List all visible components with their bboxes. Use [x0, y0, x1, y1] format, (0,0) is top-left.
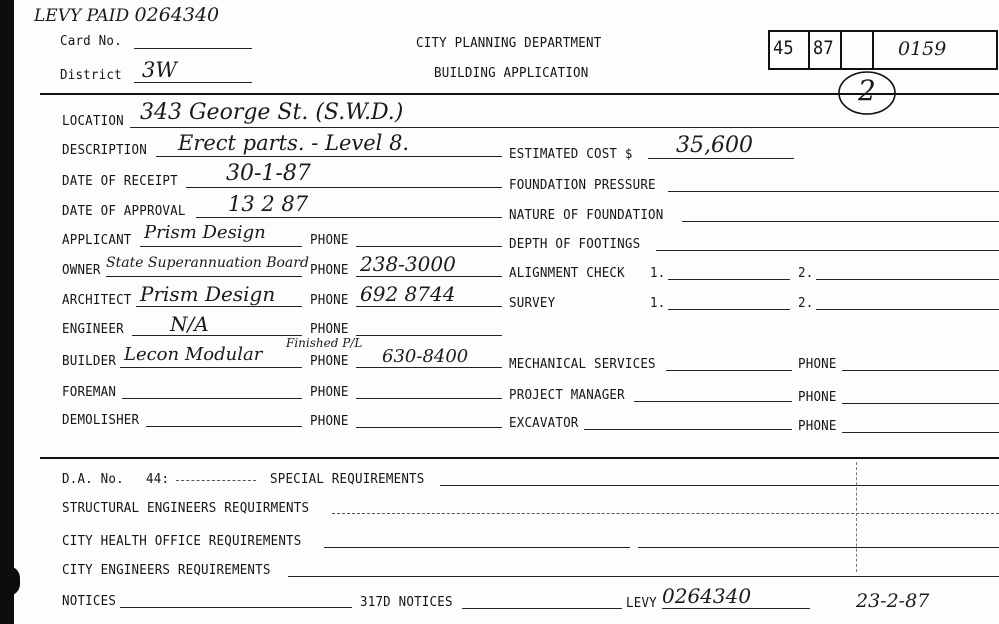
architect-line [136, 306, 302, 307]
footer-levy-line [662, 608, 810, 609]
builder-phone-line [356, 367, 502, 368]
engineer-phone-label: PHONE [310, 320, 349, 337]
survey-1-line [668, 309, 790, 310]
project-manager-line [634, 401, 792, 402]
footer-levy-value: 0264340 [662, 584, 752, 608]
nature-foundation-line [682, 221, 999, 222]
engineer-phone-line [356, 335, 502, 336]
description-line [156, 156, 502, 157]
depth-footings-line [656, 250, 999, 251]
notices-label: NOTICES [62, 592, 117, 609]
estimated-cost-value: 35,600 [676, 133, 753, 158]
approval-line [196, 217, 502, 218]
footer-levy-label: LEVY [626, 594, 657, 611]
card-edge-notch [0, 566, 20, 596]
middle-rule [40, 457, 999, 459]
alignment-1-label: 1. [650, 264, 666, 281]
da-no-value: 44: [146, 470, 170, 487]
builder-value: Lecon Modular [124, 344, 263, 365]
foundation-pressure-label: FOUNDATION PRESSURE [509, 176, 656, 193]
date-of-approval-label: DATE OF APPROVAL [62, 202, 186, 219]
engineer-label: ENGINEER [62, 320, 124, 337]
date-of-receipt-value: 30-1-87 [226, 161, 311, 186]
owner-value: State Superannuation Board [106, 255, 309, 271]
date-of-receipt-label: DATE OF RECEIPT [62, 172, 178, 189]
mechanical-phone-line [842, 370, 999, 371]
applicant-value: Prism Design [144, 222, 266, 243]
survey-1-label: 1. [650, 294, 666, 311]
footer-date: 23-2-87 [856, 590, 930, 612]
receipt-line [186, 187, 502, 188]
alignment-1-line [668, 279, 790, 280]
demolisher-phone-label: PHONE [310, 412, 349, 429]
date-of-approval-value: 13 2 87 [228, 192, 309, 216]
district-value: 3W [142, 58, 177, 82]
card-left-edge [0, 0, 14, 624]
structural-requirements-label: STRUCTURAL ENGINEERS REQUIRMENTS [62, 499, 310, 516]
special-requirements-line [440, 485, 999, 486]
demolisher-phone-line [356, 427, 502, 428]
engineer-value: N/A [170, 312, 209, 336]
structural-requirements-line [332, 513, 999, 514]
alignment-2-label: 2. [798, 264, 814, 281]
da-no-dots [176, 480, 256, 481]
notices-317d-label: 317D NOTICES [360, 593, 453, 610]
health-office-line-2 [638, 547, 999, 548]
levy-paid-label: LEVY PAID [34, 6, 130, 26]
special-requirements-label: SPECIAL REQUIREMENTS [270, 470, 425, 487]
description-value: Erect parts. - Level 8. [178, 131, 410, 155]
foreman-phone-line [356, 398, 502, 399]
applicant-line [140, 246, 302, 247]
location-line [130, 127, 999, 128]
excavator-label: EXCAVATOR [509, 414, 579, 431]
architect-label: ARCHITECT [62, 291, 132, 308]
district-label: District [60, 66, 122, 83]
district-line [134, 82, 252, 83]
form-title: BUILDING APPLICATION [434, 64, 589, 81]
builder-label: BUILDER [62, 352, 117, 369]
notices-317d-line [462, 608, 622, 609]
card-no-label: Card No. [60, 32, 122, 49]
margin-dashed-mark [856, 462, 857, 572]
ref-divider-1 [808, 30, 810, 70]
foreman-line [122, 398, 302, 399]
owner-phone-line [356, 276, 502, 277]
health-office-line-1 [324, 547, 630, 548]
architect-phone-line [356, 306, 502, 307]
project-manager-phone-label: PHONE [798, 388, 837, 405]
applicant-label: APPLICANT [62, 231, 132, 248]
applicant-phone-label: PHONE [310, 231, 349, 248]
location-value: 343 George St. (S.W.D.) [140, 100, 404, 125]
ref-divider-2 [840, 30, 842, 70]
ref-prefix: 45 [773, 38, 794, 60]
cost-line [648, 158, 794, 159]
demolisher-label: DEMOLISHER [62, 411, 140, 428]
owner-phone-label: PHONE [310, 261, 349, 278]
da-no-label: D.A. No. [62, 470, 124, 487]
card-no-line [134, 48, 252, 49]
mechanical-services-label: MECHANICAL SERVICES [509, 355, 656, 372]
builder-phone-value: 630-8400 [382, 346, 469, 367]
reference-box [768, 30, 998, 70]
builder-phone-label: PHONE [310, 352, 349, 369]
notices-line [120, 607, 352, 608]
architect-phone-label: PHONE [310, 291, 349, 308]
description-label: DESCRIPTION [62, 141, 147, 158]
engineer-line [132, 335, 302, 336]
city-engineers-requirements-label: CITY ENGINEERS REQUIREMENTS [62, 561, 271, 578]
nature-of-foundation-label: NATURE OF FOUNDATION [509, 206, 664, 223]
health-office-requirements-label: CITY HEALTH OFFICE REQUIREMENTS [62, 532, 302, 549]
mechanical-line [666, 370, 792, 371]
department-title: CITY PLANNING DEPARTMENT [416, 34, 602, 51]
depth-of-footings-label: DEPTH OF FOOTINGS [509, 235, 641, 252]
owner-label: OWNER [62, 261, 101, 278]
alignment-check-label: ALIGNMENT CHECK [509, 264, 625, 281]
excavator-line [584, 429, 792, 430]
foreman-phone-label: PHONE [310, 383, 349, 400]
applicant-phone-line [356, 246, 502, 247]
header-rule [40, 93, 999, 95]
ref-number: 0159 [898, 38, 947, 60]
foreman-label: FOREMAN [62, 383, 117, 400]
excavator-phone-label: PHONE [798, 417, 837, 434]
mechanical-phone-label: PHONE [798, 355, 837, 372]
foundation-pressure-line [668, 191, 999, 192]
builder-note: Finished P/L [286, 336, 363, 350]
architect-value: Prism Design [140, 282, 276, 306]
levy-paid-value: 0264340 [134, 4, 220, 26]
ref-divider-3 [872, 30, 874, 70]
ref-mid: 87 [813, 38, 834, 60]
project-manager-label: PROJECT MANAGER [509, 386, 625, 403]
alignment-2-line [816, 279, 999, 280]
architect-phone-value: 692 8744 [360, 282, 456, 306]
location-label: LOCATION [62, 112, 124, 129]
demolisher-line [146, 426, 302, 427]
estimated-cost-label: ESTIMATED COST $ [509, 145, 633, 162]
circled-number: 2 [858, 74, 876, 107]
survey-2-line [816, 309, 999, 310]
owner-phone-value: 238-3000 [360, 252, 456, 276]
builder-line [120, 367, 302, 368]
owner-line [106, 276, 302, 277]
survey-2-label: 2. [798, 294, 814, 311]
levy-paid-handwritten [34, 4, 219, 26]
survey-label: SURVEY [509, 294, 556, 311]
city-engineers-line [288, 576, 999, 577]
excavator-phone-line [842, 432, 999, 433]
project-manager-phone-line [842, 403, 999, 404]
